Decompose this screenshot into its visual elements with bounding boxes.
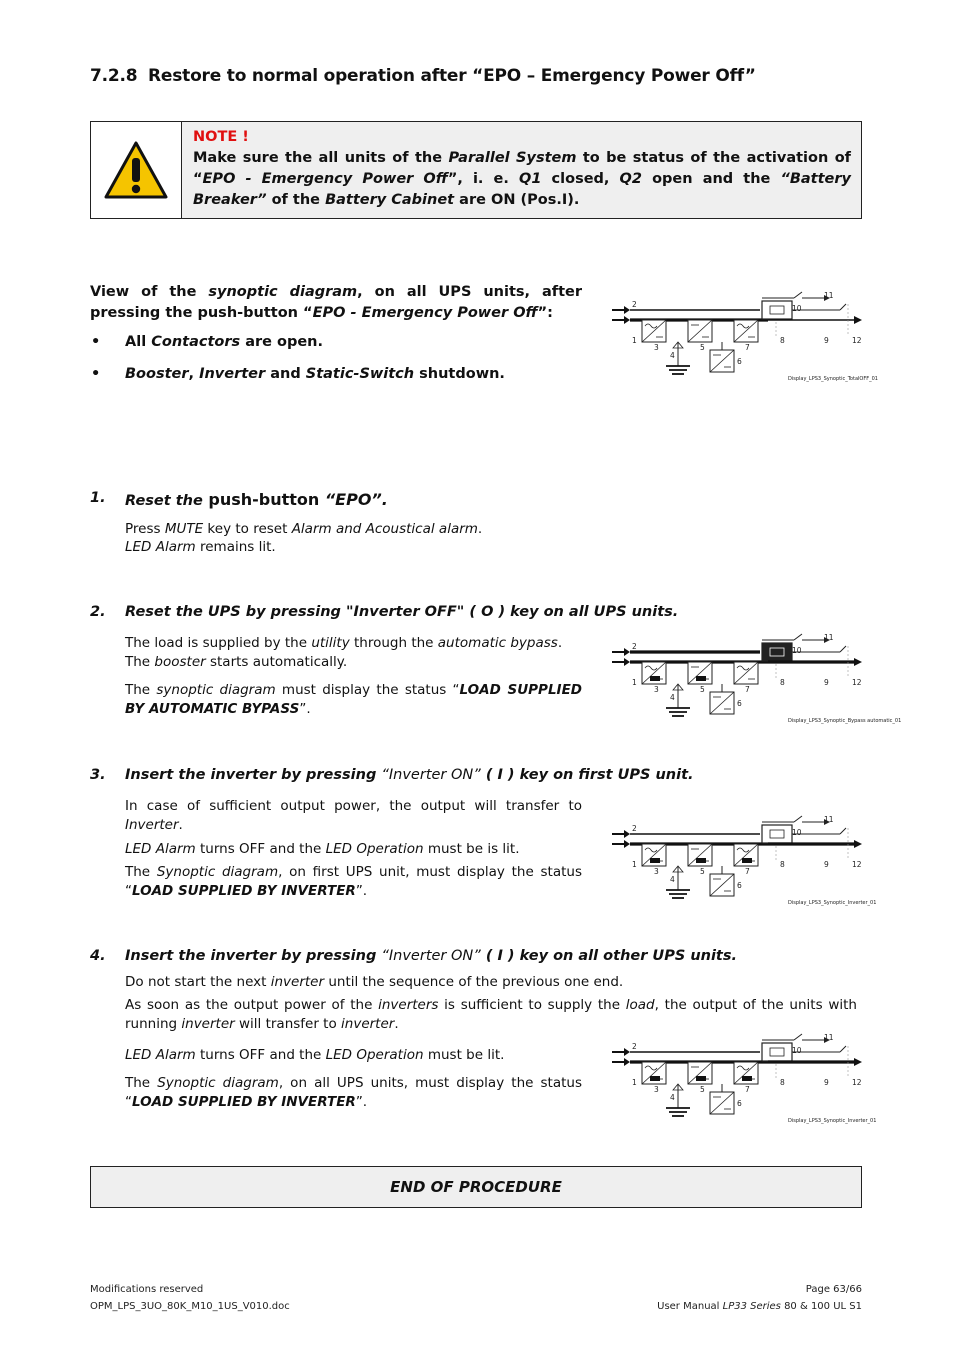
text: User Manual (657, 1301, 723, 1312)
text: shutdown. (414, 366, 505, 382)
booster-active (696, 858, 706, 863)
text: must be lit. (423, 1047, 505, 1063)
step-4-line (125, 973, 623, 992)
step-2-heading (90, 604, 679, 620)
text: starts automatically. (205, 654, 348, 670)
booster-active (696, 676, 706, 681)
input-arrow (624, 840, 630, 848)
text: turns OFF and the (195, 1047, 326, 1063)
text: turns OFF and the (195, 841, 326, 857)
diagram-label: 10 (792, 646, 802, 655)
booster-active (696, 1076, 706, 1081)
output-arrow (854, 658, 862, 666)
text: Insert the inverter by pressing (125, 948, 382, 964)
text: inverter (270, 974, 325, 990)
diagram-label: 2 (632, 824, 637, 833)
rectifier-active (650, 676, 660, 681)
text: , the output of the units with running (125, 997, 857, 1032)
diagram-label: 10 (792, 1046, 802, 1055)
text: Static-Switch (305, 366, 415, 382)
text: , on first UPS unit, must display the status “ (125, 864, 582, 899)
diagram-label: 9 (824, 336, 829, 345)
diagram-label: 1 (632, 1078, 637, 1087)
text: The (125, 1075, 158, 1091)
end-of-procedure-label: END OF PROCEDURE (390, 1178, 562, 1196)
note-text-part: ”, i. e. (447, 171, 520, 187)
text: LED Operation (325, 1047, 424, 1063)
diagram-label: 5 (700, 685, 705, 694)
text: Synoptic diagram (157, 1075, 279, 1091)
text: Contactors (151, 334, 241, 350)
diagram-label: 6 (737, 881, 742, 890)
step-2-line (125, 653, 347, 672)
diagram-label: 1 (632, 336, 637, 345)
diagram-label: 1 (632, 678, 637, 687)
input-arrow (624, 316, 630, 324)
diagram-label: 11 (824, 291, 834, 300)
text: LED Alarm (125, 1047, 196, 1063)
diagram-label: 8 (780, 860, 785, 869)
synoptic-diagram-inverter-all (610, 1032, 877, 1124)
text: utility (311, 635, 350, 651)
bypass-switch (794, 634, 802, 640)
bypass-switch (794, 816, 802, 822)
diagram-label: 6 (737, 699, 742, 708)
text: The load is supplied by the (125, 635, 312, 651)
intro-paragraph (90, 282, 582, 324)
text: LOAD SUPPLIED BY INVERTER (132, 1094, 356, 1110)
text: inverter (181, 1016, 235, 1032)
input-arrow (624, 1058, 630, 1066)
synoptic-diagram-bypass-automatic (610, 632, 902, 724)
step-3-line (125, 840, 520, 859)
diagram-caption: Display_LPS3_Synoptic_Inverter_01 (788, 1118, 877, 1124)
diagram-label: 7 (745, 1085, 750, 1094)
text: ”: (537, 305, 553, 321)
diagram-label: 10 (792, 828, 802, 837)
note-text (193, 127, 851, 211)
text: LED Alarm (125, 841, 196, 857)
section-heading (90, 66, 756, 86)
section-number: 7.2.8 (90, 66, 138, 86)
note-text-part: Parallel System (448, 150, 577, 166)
text: Booster (125, 366, 189, 382)
diagram-label: 12 (852, 860, 862, 869)
text: Synoptic diagram (156, 864, 279, 880)
step-1-line (125, 520, 482, 539)
text: “EPO”. (324, 490, 388, 509)
text: remains lit. (195, 539, 276, 555)
inverter-active (742, 858, 752, 863)
text: will transfer to (234, 1016, 342, 1032)
note-box (90, 121, 862, 219)
step-3-heading (90, 767, 694, 783)
text: , on all UPS units, must display the status “ (125, 1075, 582, 1110)
text: . (477, 521, 483, 537)
bypass-switch (794, 1034, 802, 1040)
text: inverters (378, 997, 439, 1013)
text: through the (349, 635, 438, 651)
diagram-label: 4 (670, 875, 675, 884)
text: ( I ) key on first UPS unit. (480, 767, 694, 783)
text: LP33 Series (722, 1301, 781, 1312)
end-of-procedure-box (90, 1166, 862, 1208)
text: and (265, 366, 306, 382)
diagram-label: 12 (852, 1078, 862, 1087)
text: synoptic diagram (208, 284, 358, 300)
footer-left-1: Modifications reserved (90, 1284, 204, 1295)
text: , on all UPS units, after pressing the push-button “ (90, 284, 582, 321)
text: “Inverter ON” (381, 767, 481, 783)
diagram-label: 8 (780, 678, 785, 687)
output-switch (840, 646, 846, 652)
text: All (125, 334, 152, 350)
bypass-switch (794, 292, 802, 298)
note-text-part: closed, (541, 171, 620, 187)
diagram-label: 7 (745, 867, 750, 876)
text: load (625, 997, 655, 1013)
diagram-label: 4 (670, 693, 675, 702)
diagram-label: 8 (780, 336, 785, 345)
text: 80 & 100 UL S1 (780, 1301, 862, 1312)
section-title: Restore to normal operation after “EPO – Emergency Power Off” (148, 66, 756, 86)
note-text-part: of the (266, 192, 326, 208)
rectifier-active (650, 1076, 660, 1081)
text: , (188, 366, 200, 382)
step-4-heading (90, 948, 738, 964)
diagram-label: 6 (737, 357, 742, 366)
note-icon-cell (91, 122, 182, 218)
diagram-label: 4 (670, 1093, 675, 1102)
note-text-part: “Battery Breaker” (193, 171, 851, 208)
output-arrow (854, 1058, 862, 1066)
synoptic-diagram-total-off (610, 290, 878, 382)
text: . (394, 1016, 399, 1032)
text: Inverter (125, 817, 179, 833)
diagram-label: 5 (700, 867, 705, 876)
text: must be is lit. (423, 841, 520, 857)
text: . (178, 817, 183, 833)
diagram-label: 3 (654, 685, 659, 694)
note-text-part: Make sure the all units of the (193, 150, 449, 166)
static-switch-inner (770, 1048, 784, 1056)
step-3-line (125, 863, 582, 901)
synoptic-diagram-inverter-first (610, 814, 877, 906)
text: key to reset (203, 521, 292, 537)
diagram-label: 7 (745, 343, 750, 352)
diagram-label: 2 (632, 300, 637, 309)
diagram-label: 4 (670, 351, 675, 360)
diagram-label: 6 (737, 1099, 742, 1108)
text: “Inverter ON” (381, 948, 481, 964)
note-text-part: Q1 (519, 171, 542, 187)
text: Press (125, 521, 165, 537)
text: The (125, 864, 157, 880)
diagram-label: 12 (852, 336, 862, 345)
text: MUTE (164, 521, 204, 537)
text: Inverter (199, 366, 266, 382)
step-4-line (125, 1046, 504, 1065)
bypass-arrow (624, 306, 630, 314)
bullet-item (91, 366, 505, 382)
step-number: 2. (90, 604, 106, 620)
diagram-label: 2 (632, 642, 637, 651)
output-arrow (854, 316, 862, 324)
bypass-arrow (624, 830, 630, 838)
text: automatic bypass (437, 635, 558, 651)
text: until the sequence of the previous one end. (324, 974, 624, 990)
text: ”. (355, 883, 368, 899)
diagram-label: 10 (792, 304, 802, 313)
text: booster (154, 654, 206, 670)
note-text-part: open and the (641, 171, 781, 187)
text: LOAD SUPPLIED BY AUTOMATIC BYPASS (125, 682, 582, 717)
text: ( I ) key on all other UPS units. (480, 948, 738, 964)
note-text-part: Battery Cabinet (325, 192, 455, 208)
step-1-heading (90, 490, 388, 509)
text: The (125, 654, 155, 670)
text: . (557, 635, 563, 651)
step-1-line (125, 538, 276, 557)
text: are open. (240, 334, 324, 350)
step-4-line (125, 1074, 582, 1112)
bullet-item (91, 334, 324, 350)
text: View of the (90, 284, 209, 300)
diagram-label: 8 (780, 1078, 785, 1087)
step-3-line (125, 797, 582, 835)
step-number: 1. (90, 490, 106, 506)
text: Reset the UPS by pressing "Inverter OFF" ( O ) key on all UPS units. (125, 604, 679, 620)
static-switch-inner (770, 648, 784, 656)
diagram-label: 3 (654, 1085, 659, 1094)
rectifier-active (650, 858, 660, 863)
output-arrow (854, 840, 862, 848)
footer-manual-title (657, 1301, 862, 1312)
diagram-label: 9 (824, 860, 829, 869)
text: LOAD SUPPLIED BY INVERTER (132, 883, 356, 899)
diagram-caption: Display_LPS3_Synoptic_Inverter_01 (788, 900, 877, 906)
diagram-label: 9 (824, 678, 829, 687)
text: In case of sufficient output power, the output will transfer to (125, 798, 582, 814)
bullet-dot: • (91, 366, 101, 382)
text: Do not start the next (125, 974, 271, 990)
diagram-label: 5 (700, 1085, 705, 1094)
output-switch (840, 828, 846, 834)
diagram-caption: Display_LPS3_Synoptic_TotalOFF_01 (788, 376, 878, 382)
text: LED Operation (325, 841, 424, 857)
text: ”. (355, 1094, 368, 1110)
text: As soon as the output power of the (125, 997, 379, 1013)
diagram-label: 3 (654, 867, 659, 876)
note-title: NOTE ! (193, 129, 249, 145)
footer-left-2: OPM_LPS_3UO_80K_M10_1US_V010.doc (90, 1301, 290, 1312)
footer-page-number: Page 63/66 (805, 1284, 862, 1295)
warning-icon (103, 140, 169, 200)
static-switch-inner (770, 830, 784, 838)
step-number: 3. (90, 767, 106, 783)
diagram-label: 3 (654, 343, 659, 352)
note-text-part: to be status of the activation of “ (193, 150, 851, 187)
step-2-line (125, 634, 562, 653)
bullet-dot: • (91, 334, 101, 350)
text: inverter (341, 1016, 395, 1032)
text: must display the status “ (275, 682, 460, 698)
text: Insert the inverter by pressing (125, 767, 382, 783)
note-text-part: EPO - Emergency Power Off (202, 171, 448, 187)
diagram-label: 1 (632, 860, 637, 869)
inverter-active (742, 1076, 752, 1081)
input-arrow (624, 658, 630, 666)
output-switch (840, 304, 846, 310)
bypass-arrow (624, 648, 630, 656)
text: Reset the (125, 493, 203, 509)
step-4-line (125, 996, 857, 1034)
diagram-label: 11 (824, 633, 834, 642)
note-text-part: are ON (Pos.I). (454, 192, 580, 208)
text: synoptic diagram (156, 682, 276, 698)
step-2-line (125, 681, 582, 719)
diagram-label: 7 (745, 685, 750, 694)
text: EPO - Emergency Power Off (312, 305, 538, 321)
diagram-label: 11 (824, 815, 834, 824)
diagram-label: 5 (700, 343, 705, 352)
text: Alarm and Acoustical alarm (291, 521, 478, 537)
note-text-part: Q2 (619, 171, 642, 187)
text: ”. (299, 701, 311, 717)
diagram-label: 2 (632, 1042, 637, 1051)
static-switch-inner (770, 306, 784, 314)
output-switch (840, 1046, 846, 1052)
text: push-button (202, 490, 325, 509)
step-number: 4. (90, 948, 106, 964)
diagram-caption: Display_LPS3_Synoptic_Bypass automatic_01 (788, 718, 902, 724)
diagram-label: 11 (824, 1033, 834, 1042)
text: LED Alarm (125, 539, 196, 555)
text: is sufficient to supply the (438, 997, 626, 1013)
diagram-label: 12 (852, 678, 862, 687)
diagram-label: 9 (824, 1078, 829, 1087)
bypass-arrow (624, 1048, 630, 1056)
text: The (125, 682, 157, 698)
